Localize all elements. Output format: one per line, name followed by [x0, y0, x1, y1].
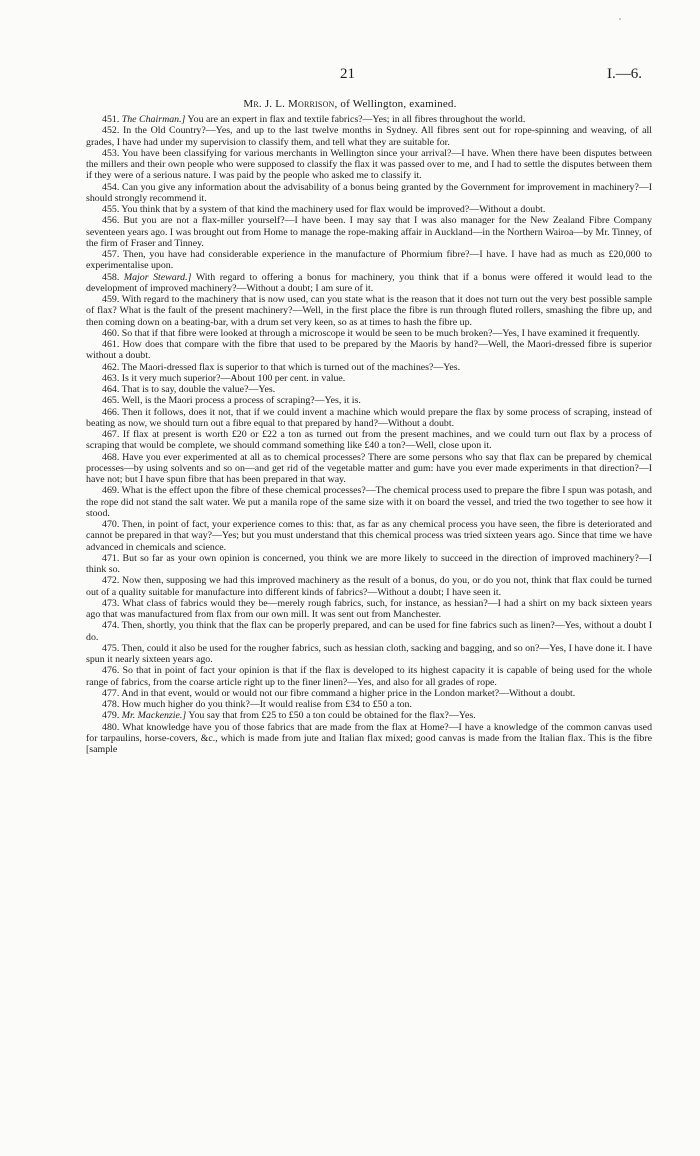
- question-answer-text: How does that compare with the fibre that used to be prepared by the Maoris by hand?—Well, the Maori-dressed fibre is superior without a doubt.: [86, 339, 652, 362]
- question-number: 457.: [102, 249, 120, 260]
- page-number: 21: [340, 66, 355, 82]
- question-answer-text: So that if that fibre were looked at through a microscope it would be seen to be much broken?—Yes, I have examined it frequently.: [121, 327, 640, 339]
- question-answer-text: What knowledge have you of those fabrics that are made from the flax at Home?—I have a knowledge of the common canvas used for tarpaulins, horse-covers, &c., which is made from jute and Italian flax mixed; good canvas is made from the Italian flax. This is the fibre [sample: [86, 721, 653, 755]
- testimony-paragraph: [86, 384, 652, 395]
- question-number: 477.: [102, 687, 120, 699]
- question-answer-text: Then it follows, does it not, that if we could invent a machine which would prepare the flax by some process of scraping, instead of beating as now, we should turn out a fibre equal to that prepared by hand?—Without a doubt.: [86, 406, 652, 429]
- testimony-paragraph: [86, 114, 652, 125]
- paper-speck: [619, 18, 621, 20]
- question-answer-text: Now then, supposing we had this improved machinery as the result of a bonus, do you, or do you not, think that flax could be turned out of a quality suitable for manufacture into different kinds of fabrics?—Without a doubt; I have seen it.: [86, 575, 652, 598]
- question-number: 464.: [102, 384, 120, 395]
- question-answer-text: Then, could it also be used for the rougher fabrics, such as hessian cloth, sacking and bagging, and so on?—Yes, I have done it. I have spun it nearly sixteen years ago.: [86, 642, 652, 665]
- question-number: 451.: [102, 114, 120, 125]
- testimony-paragraph: [86, 249, 652, 272]
- testimony-paragraph: [86, 328, 652, 339]
- question-answer-text: You say that from £25 to £50 a ton could be obtained for the flax?—Yes.: [188, 710, 476, 722]
- question-number: 475.: [102, 642, 120, 654]
- witness-heading: [0, 98, 700, 110]
- question-answer-text: With regard to offering a bonus for machinery, you think that if a bonus were offered it would lead to the development of improved machinery?—Without a doubt; I am sure of it.: [86, 271, 652, 294]
- testimony-paragraph: [86, 339, 652, 362]
- question-answer-text: What is the effect upon the fibre of these chemical processes?—The chemical process used to prepare the fibre I spun was potash, and the rope did not stand the salt water. We put a manila rope of the same size with it on board the vessel, and tried the two together to see how it stood.: [86, 485, 652, 519]
- question-number: 466.: [102, 406, 120, 418]
- testimony-paragraph: [86, 598, 652, 621]
- question-answer-text: But you are not a flax-miller yourself?—I have been. I may say that I was also manager for the New Zealand Fibre Company seventeen years ago. I was brought out from Home to manage the rope-making affair in Auckland—in the Northern Wairoa—by Mr. Tinney, of the firm of Fraser and Tinney.: [86, 215, 653, 249]
- question-number: 465.: [102, 395, 120, 407]
- speaker-name: Major Steward.]: [123, 271, 192, 283]
- question-answer-text: What class of fabrics would they be—merely rough fabrics, such, for instance, as hessian?—I had a shirt on my back sixteen years ago that was manufactured from flax from our own mill. It was sent out from Manchester.: [86, 597, 652, 620]
- testimony-paragraph: [86, 620, 652, 643]
- testimony-body: [86, 114, 652, 755]
- question-answer-text: But so far as your own opinion is concerned, you think we are more likely to succeed in the direction of improved machinery?—I think so.: [86, 552, 652, 575]
- question-answer-text: You think that by a system of that kind the machinery used for flax would be improved?—Without a doubt.: [121, 204, 546, 215]
- testimony-paragraph: [86, 272, 652, 295]
- testimony-paragraph: [86, 429, 652, 452]
- testimony-paragraph: [86, 643, 652, 666]
- testimony-paragraph: [86, 395, 652, 406]
- question-answer-text: You are an expert in flax and textile fabrics?—Yes; in all fibres throughout the world.: [187, 114, 526, 125]
- witness-heading-suffix: , of Wellington, examined.: [334, 98, 457, 110]
- testimony-paragraph: [86, 710, 652, 721]
- question-answer-text: Have you ever experimented at all as to chemical processes? There are some persons who say that flax can be prepared by chemical processes—by using solvents and so on—and get rid of the vegetable matter and gum: have you ever made experiments in that direction?—I have not; but I have spun fibre that has been prepared in that way.: [86, 451, 653, 485]
- question-number: 472.: [102, 575, 120, 587]
- question-number: 456.: [102, 215, 120, 227]
- testimony-paragraph: [86, 362, 652, 373]
- question-answer-text: Then, in point of fact, your experience comes to this: that, as far as any chemical process you have seen, the fibre is deteriorated and cannot be prepared in that way?—Yes; but you must understand that this chemical process was tried sixteen years ago. Since that time we have advanced in chemicals and science.: [86, 519, 652, 553]
- question-number: 471.: [102, 552, 120, 564]
- testimony-paragraph: [86, 688, 652, 699]
- question-answer-text: Then, you have had considerable experience in the manufacture of Phormium fibre?—I have. I have had as much as £20,000 to experimentalise upon.: [86, 249, 652, 272]
- question-number: 462.: [102, 361, 120, 373]
- testimony-paragraph: [86, 575, 652, 598]
- testimony-paragraph: [86, 519, 652, 553]
- question-answer-text: How much higher do you think?—It would realise from £34 to £50 a ton.: [121, 699, 412, 710]
- testimony-paragraph: [86, 699, 652, 710]
- question-answer-text: You have been classifying for various merchants in Wellington since your arrival?—I have. When there have been disputes between the millers and their own people who were supposed to classify the flax it was passed over to me, and I had to settle the disputes between them if they were of a serious nature. I was paid by the people who asked me to classify it.: [86, 147, 652, 182]
- witness-name: Mr. J. L. Morrison: [243, 98, 335, 110]
- testimony-paragraph: [86, 373, 652, 384]
- question-answer-text: With regard to the machinery that is now used, can you state what is the reason that it does not turn out the very best possible sample of flax? What is the fault of the present machinery?—Well, in the first place the fibre is run through fluted rollers, smashing the fibre up, and then coming down on a beating-bar, with a drum set very keen, so as at times to hash the fibre up.: [86, 294, 652, 328]
- speaker-name: Mr. Mackenzie.]: [121, 710, 187, 722]
- testimony-paragraph: [86, 148, 652, 182]
- document-reference: I.—6.: [607, 66, 642, 82]
- testimony-paragraph: [86, 665, 652, 688]
- speaker-name: The Chairman.]: [121, 114, 186, 125]
- question-answer-text: In the Old Country?—Yes, and up to the last twelve months in Sydney. All fibres sent out for rope-spinning and weaving, of all grades, I have had under my supervision to classify them, and tell what they are suitable for.: [86, 125, 653, 148]
- question-number: 453.: [102, 147, 120, 159]
- testimony-paragraph: [86, 294, 652, 328]
- testimony-paragraph: [86, 722, 652, 756]
- question-number: 461.: [102, 339, 120, 350]
- question-number: 458.: [102, 271, 120, 283]
- question-answer-text: So that in point of fact your opinion is that if the flax is developed to its highest capacity it is capable of being used for the whole range of fabrics, from the coarse article right up to the finer linen?—Yes, and also for all grades of rope.: [86, 665, 652, 688]
- question-number: 468.: [102, 451, 120, 463]
- question-number: 455.: [102, 204, 120, 215]
- testimony-paragraph: [86, 182, 652, 205]
- question-number: 473.: [102, 597, 120, 609]
- question-number: 469.: [102, 485, 120, 497]
- question-answer-text: If flax at present is worth £20 or £22 a ton as turned out from the present machines, and we could turn out flax by a process of scraping that would be complete, we should command something like £40 a ton?—Well, close upon it.: [86, 429, 652, 452]
- question-number: 463.: [102, 372, 120, 384]
- question-number: 460.: [102, 327, 120, 339]
- question-number: 479.: [102, 710, 120, 722]
- question-answer-text: Then, shortly, you think that the flax can be properly prepared, and can be used for fine fabrics such as linen?—Yes, without a doubt I do.: [86, 620, 652, 643]
- page-header: [0, 66, 700, 86]
- question-answer-text: Is it very much superior?—About 100 per cent. in value.: [121, 372, 346, 384]
- question-number: 459.: [102, 294, 120, 305]
- question-number: 470.: [102, 519, 120, 530]
- question-number: 476.: [102, 665, 120, 677]
- question-answer-text: Can you give any information about the advisability of a bonus being granted by the Government for improvement in machinery?—I should strongly recommend it.: [86, 181, 652, 204]
- testimony-paragraph: [86, 125, 652, 148]
- question-answer-text: Well, is the Maori process a process of scraping?—Yes, it is.: [121, 395, 361, 407]
- question-number: 478.: [102, 699, 120, 710]
- question-number: 452.: [102, 125, 120, 137]
- question-number: 467.: [102, 429, 120, 440]
- testimony-paragraph: [86, 553, 652, 576]
- question-number: 454.: [102, 181, 120, 193]
- question-number: 474.: [102, 620, 120, 632]
- testimony-paragraph: [86, 204, 652, 215]
- question-number: 480.: [102, 721, 120, 733]
- testimony-paragraph: [86, 485, 652, 519]
- testimony-paragraph: [86, 215, 652, 249]
- question-answer-text: That is to say, double the value?—Yes.: [121, 384, 276, 395]
- question-answer-text: And in that event, would or would not our fibre command a higher price in the London market?—Without a doubt.: [121, 687, 576, 699]
- question-answer-text: The Maori-dressed flax is superior to that which is turned out of the machines?—Yes.: [121, 361, 461, 373]
- testimony-paragraph: [86, 407, 652, 430]
- testimony-paragraph: [86, 452, 652, 486]
